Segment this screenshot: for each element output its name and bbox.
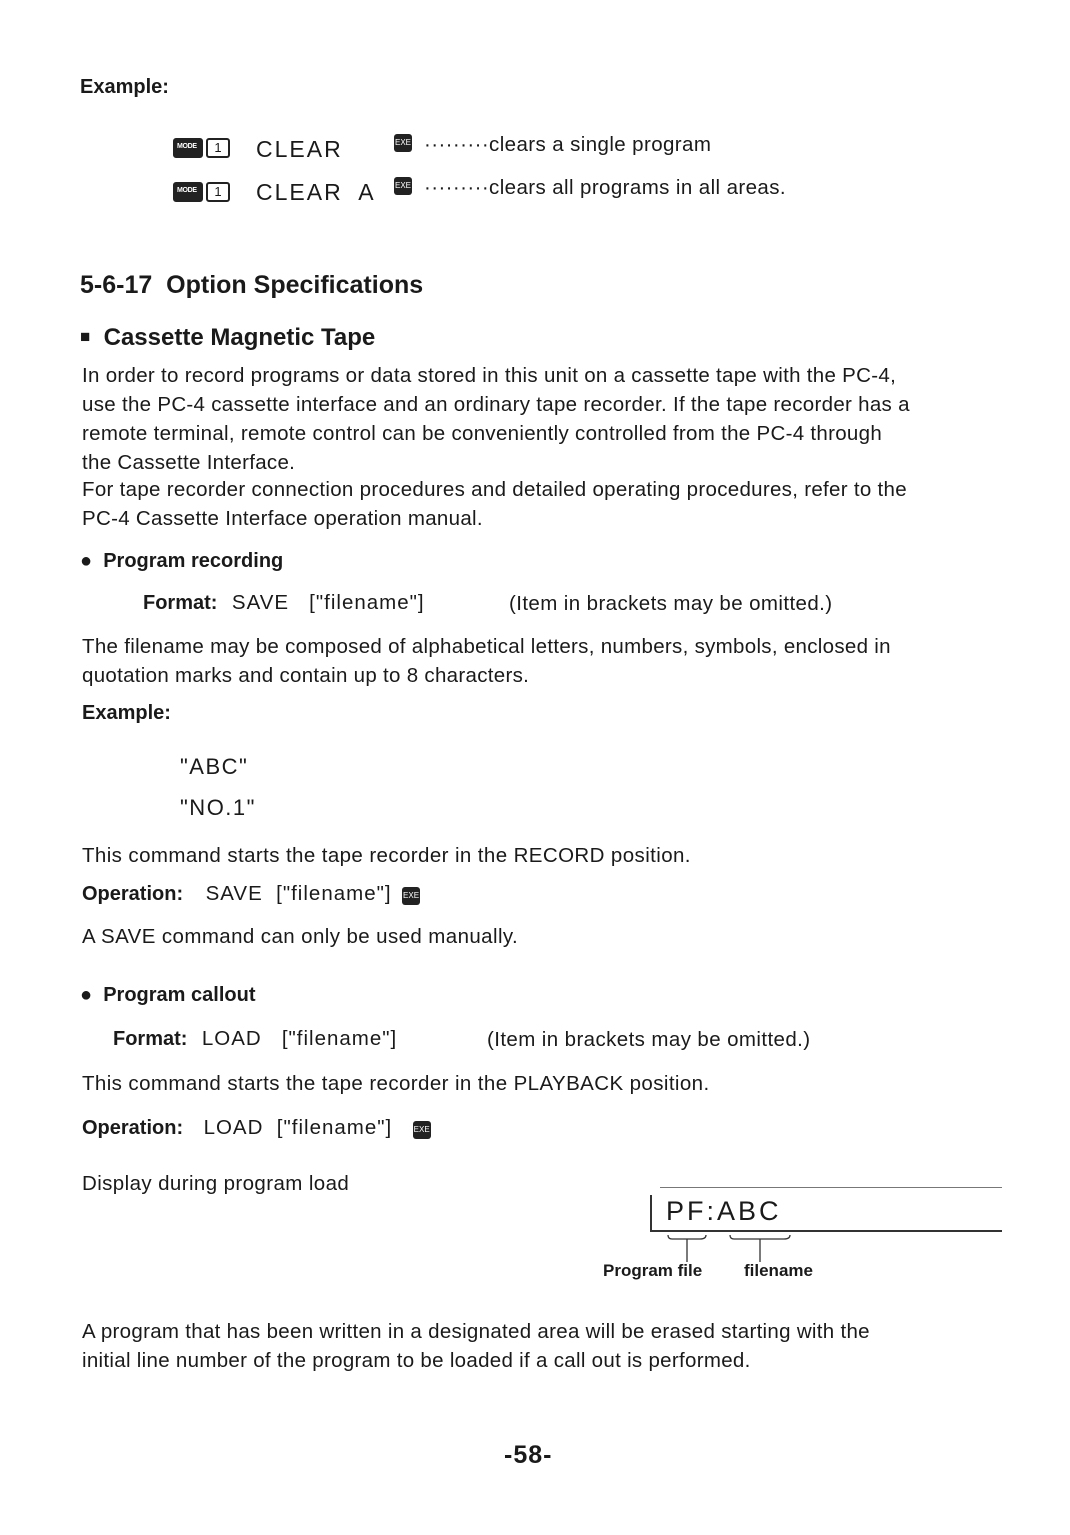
example-abc: "ABC": [180, 754, 249, 779]
format-note: (Item in brackets may be omitted.): [509, 592, 833, 615]
text-line: PC-4 Cassette Interface operation manual.: [82, 507, 483, 530]
dot-leader: ·········: [424, 176, 490, 199]
square-bullet-icon: ■: [80, 327, 91, 346]
exe-key-icon: EXE: [394, 177, 412, 195]
exe-key-icon: EXE: [413, 1121, 431, 1139]
key-1-icon: 1: [206, 138, 230, 158]
dot-leader: ·········: [424, 133, 490, 156]
format-note: (Item in brackets may be omitted.): [487, 1028, 811, 1051]
intro-paragraph: [82, 361, 1006, 477]
text-line: the Cassette Interface.: [82, 451, 296, 474]
lcd-top-border: [660, 1187, 1002, 1188]
operation-command: LOAD ["filename"]: [203, 1116, 393, 1139]
display-label: Display during program load: [82, 1172, 350, 1195]
clear-a-desc-text: clears all programs in all areas.: [489, 176, 786, 199]
clear-description: [424, 133, 711, 157]
program-file-bracket: [668, 1235, 706, 1239]
program-file-caption: Program file: [603, 1261, 703, 1280]
section-title: Option Specifications: [166, 271, 424, 299]
subsection-title: Cassette Magnetic Tape: [103, 324, 376, 351]
text-line: The filename may be composed of alphabetical letters, numbers, symbols, enclosed in: [82, 635, 891, 658]
recording-example-label: Example:: [82, 702, 171, 724]
mode-key-icon: [173, 138, 203, 158]
clear-a-description: [424, 176, 786, 200]
format-command: SAVE ["filename"]: [231, 591, 425, 614]
mode-key-icon: [173, 182, 203, 202]
closing-paragraph: [82, 1317, 1006, 1375]
example-row-1: [173, 136, 230, 160]
lcd-text: PF:ABC: [666, 1196, 782, 1226]
text-line: quotation marks and contain up to 8 characters.: [82, 664, 530, 687]
exe-key-icon: EXE: [394, 134, 412, 152]
callout-title: Program callout: [103, 984, 256, 1006]
callout-format: [113, 1027, 397, 1051]
exe-key-row-2: [394, 177, 412, 195]
text-line: A program that has been written in a designated area will be erased starting with the: [82, 1320, 870, 1343]
lcd-left-border: [650, 1195, 652, 1232]
recording-heading: [80, 550, 283, 573]
subsection-heading: [80, 324, 375, 352]
recording-format: [143, 591, 425, 615]
section-heading: [80, 271, 423, 300]
text-line: use the PC-4 cassette interface and an ordinary tape recorder. If the tape recorder has a: [82, 393, 910, 416]
recording-title: Program recording: [103, 550, 284, 572]
operation-label: Operation:: [82, 883, 184, 905]
text-line: initial line number of the program to be loaded if a call out is performed.: [82, 1349, 751, 1372]
playback-start-text: This command starts the tape recorder in the PLAYBACK position.: [82, 1072, 710, 1095]
format-label: Format:: [113, 1028, 188, 1050]
text-line: For tape recorder connection procedures and detailed operating procedures, refer to the: [82, 478, 907, 501]
operation-command: SAVE ["filename"]: [205, 882, 392, 905]
round-bullet-icon: ●: [80, 550, 93, 572]
filename-paragraph: [82, 632, 1006, 690]
text-line: remote terminal, remote control can be conveniently controlled from the PC-4 through: [82, 422, 883, 445]
lcd-callout-brackets: [660, 1232, 800, 1264]
record-start-text: This command starts the tape recorder in the RECORD position.: [82, 844, 691, 867]
callout-operation: [82, 1116, 431, 1140]
clear-desc-text: clears a single program: [489, 133, 712, 156]
filename-bracket: [730, 1235, 790, 1239]
manual-only-text: A SAVE command can only be used manually.: [82, 925, 519, 948]
exe-key-row-1: [394, 134, 412, 152]
filename-caption: filename: [744, 1261, 813, 1280]
key-1-icon: 1: [206, 182, 230, 202]
recording-operation: [82, 882, 420, 906]
clear-command: CLEAR: [256, 136, 343, 162]
format-label: Format:: [143, 592, 218, 614]
clear-a-command: CLEAR A: [256, 179, 376, 205]
page-number: -58-: [504, 1441, 553, 1469]
callout-heading: [80, 984, 255, 1007]
round-bullet-icon: ●: [80, 984, 93, 1006]
example-no1: "NO.1": [180, 795, 256, 820]
text-line: In order to record programs or data stored in this unit on a cassette tape with the PC-4,: [82, 364, 897, 387]
exe-key-icon: EXE: [402, 887, 420, 905]
reference-paragraph: [82, 475, 1006, 533]
example-row-2: [173, 180, 230, 204]
section-number: 5-6-17: [80, 271, 153, 299]
example-heading: Example:: [80, 76, 169, 98]
lcd-display: [650, 1187, 1002, 1232]
format-command: LOAD ["filename"]: [201, 1027, 398, 1050]
operation-label: Operation:: [82, 1117, 184, 1139]
